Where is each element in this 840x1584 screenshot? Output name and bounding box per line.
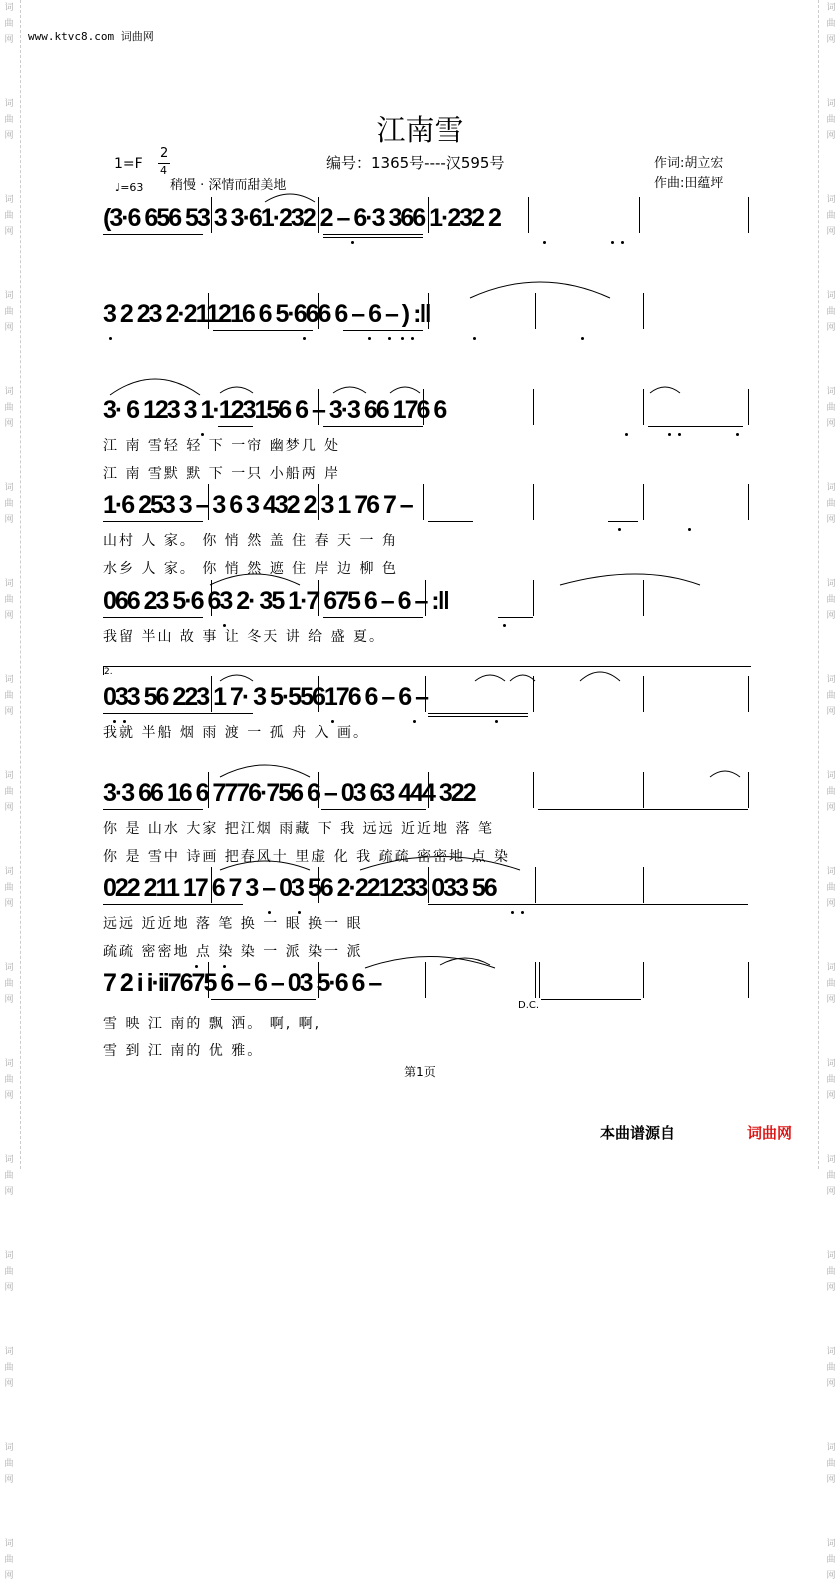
octave-dot: [581, 337, 584, 340]
underline: [498, 617, 533, 618]
notation: 033 56 223 1 7· 3 5·556176 6 – 6 –: [103, 683, 427, 711]
barline: [428, 293, 429, 329]
octave-dot: [109, 337, 112, 340]
expression-marking: 稍慢 · 深情而甜美地: [170, 178, 287, 193]
score-line-2: [103, 299, 753, 339]
score-line-9: [103, 968, 753, 1059]
barline: [211, 676, 212, 712]
barline: [423, 484, 424, 520]
score-line-4: [103, 490, 753, 577]
barline: [208, 772, 209, 808]
song-title: 江南雪: [376, 113, 464, 147]
barline: [533, 676, 534, 712]
barline: [643, 580, 644, 616]
slur: [220, 675, 253, 681]
barline: [643, 293, 644, 329]
lyrics-verse-1: 你 是 山水 大家 把江烟 雨藏 下 我 远远 近近地 落 笔: [103, 821, 494, 837]
underline: [323, 426, 423, 427]
underline: [321, 809, 426, 810]
score-line-6: [103, 682, 753, 741]
right-watermark: 词 曲 网 词 曲 网 词 曲 网 词 曲 网 词 曲 网 词 曲 网 词 曲 网 词 曲 网 词 曲 网 词 曲 网 词 曲 网 词 曲 网 词 曲 网 词 曲 网 词 曲 网 词 曲 网 词 曲 网: [826, 3, 836, 1581]
slur: [475, 675, 505, 681]
site-header: www.ktvc8.com 词曲网: [28, 30, 154, 43]
barline: [643, 867, 644, 903]
key-signature: 1=F: [114, 156, 143, 172]
barline: [318, 484, 319, 520]
underline: [211, 999, 316, 1000]
barline: [425, 676, 426, 712]
barline: [539, 962, 540, 998]
barline: [748, 389, 749, 425]
barline: [748, 772, 749, 808]
barline: [211, 580, 212, 616]
underline: [538, 809, 748, 810]
time-signature-top: 2: [160, 146, 169, 161]
octave-dot: [351, 241, 354, 244]
underline: [323, 237, 423, 238]
underline: [428, 716, 528, 717]
left-watermark: 词 曲 网 词 曲 网 词 曲 网 词 曲 网 词 曲 网 词 曲 网 词 曲 网 词 曲 网 词 曲 网 词 曲 网 词 曲 网 词 曲 网 词 曲 网 词 曲 网 词 曲 网 词 曲 网 词 曲 网: [4, 3, 14, 1581]
score-line-8: [103, 873, 753, 960]
underline: [428, 713, 528, 714]
underline: [103, 617, 203, 618]
barline: [425, 962, 426, 998]
barline: [748, 484, 749, 520]
lyrics-verse-2: 水乡 人 家。 你 悄 然 遮 住 岸 边 柳 色: [103, 561, 398, 577]
octave-dot: [473, 337, 476, 340]
barline: [318, 962, 319, 998]
lyrics-verse-2: 江 南 雪默 默 下 一只 小船两 岸: [103, 466, 341, 482]
octave-dot: [401, 337, 404, 340]
barline: [748, 676, 749, 712]
underline: [608, 521, 638, 522]
barline: [533, 484, 534, 520]
slur: [650, 387, 680, 393]
slur: [710, 771, 740, 777]
octave-dot-high: [223, 965, 226, 968]
notation: 7 2 i i·ii7675 6 – 6 – 03 5·6 6 –: [103, 969, 381, 997]
source-note: 本曲谱源自: [600, 1124, 676, 1142]
octave-dot: [621, 241, 624, 244]
barline: [748, 197, 749, 233]
notation: 022 211 17 6 7 3 – 03 56 2·221233 033 56: [103, 874, 496, 902]
underline: [323, 617, 423, 618]
slur: [265, 194, 315, 202]
right-margin-line: [818, 0, 819, 1169]
underline: [428, 521, 473, 522]
left-margin-line: [20, 0, 21, 1169]
barline: [318, 389, 319, 425]
barline: [639, 197, 640, 233]
barline: [423, 389, 424, 425]
underline: [541, 999, 641, 1000]
lyrics-verse-1: 我留 半山 故 事 让 冬天 讲 给 盛 夏。: [103, 629, 386, 645]
barline: [533, 389, 534, 425]
lyrics-verse-1: 江 南 雪轻 轻 下 一帘 幽梦几 处: [103, 438, 341, 454]
da-capo: D.C.: [518, 1000, 540, 1011]
lyricist: 作词:胡立宏: [654, 156, 724, 171]
barline: [535, 293, 536, 329]
slur: [390, 387, 420, 393]
time-signature-bottom: 4: [160, 164, 167, 177]
score-line-1: [103, 203, 753, 243]
barline: [318, 772, 319, 808]
notation: 3· 6 123 3 1·123156 6 – 3·3 66 176 6: [103, 396, 446, 424]
lyrics-verse-1: 雪 映 江 南的 飘 洒。 啊, 啊,: [103, 1016, 322, 1032]
brand-logo-text[interactable]: 词曲网: [747, 1124, 793, 1142]
score-line-7: [103, 778, 753, 865]
notation: 1·6 253 3 – 3 6 3 432 2 3 1 76 7 –: [103, 491, 412, 519]
underline: [323, 234, 423, 235]
barline: [318, 293, 319, 329]
score-line-3: [103, 395, 753, 482]
barline: [211, 197, 212, 233]
slur: [220, 765, 310, 777]
slur: [333, 387, 366, 393]
barline: [643, 962, 644, 998]
tempo-marking: ♩=63: [115, 181, 144, 194]
notation: 3 2 23 2·211216 6 5·666 6 – 6 – ) :‖: [103, 300, 430, 328]
octave-dot: [368, 337, 371, 340]
underline: [103, 521, 203, 522]
underline: [218, 426, 253, 427]
underline: [103, 904, 243, 905]
slur: [110, 379, 200, 395]
underline: [103, 234, 203, 235]
barline: [208, 962, 209, 998]
volta-bracket: 2.: [103, 666, 751, 675]
slur: [220, 387, 253, 393]
lyrics-verse-2: 雪 到 江 南的 优 雅。: [103, 1043, 264, 1059]
score-number: 编号：1365号----汉595号: [326, 154, 505, 172]
barline: [533, 580, 534, 616]
barline: [643, 389, 644, 425]
octave-dot: [303, 337, 306, 340]
barline: [318, 580, 319, 616]
slur: [510, 675, 535, 681]
barline: [318, 197, 319, 233]
notation: 066 23 5·6 63 2· 35 1·7 675 6 – 6 – :‖: [103, 587, 449, 615]
underline: [648, 426, 743, 427]
underline: [103, 809, 203, 810]
underline: [213, 330, 313, 331]
slur: [470, 282, 610, 298]
octave-dot: [388, 337, 391, 340]
page-number: 第1页: [404, 1065, 436, 1079]
barline: [528, 197, 529, 233]
octave-dot: [543, 241, 546, 244]
barline: [208, 293, 209, 329]
lyrics-verse-2: 疏疏 密密地 点 染 染 一 派 染一 派: [103, 944, 363, 960]
barline: [428, 772, 429, 808]
score-line-5: [103, 586, 753, 645]
barline: [425, 580, 426, 616]
lyrics-verse-1: 山村 人 家。 你 悄 然 盖 住 春 天 一 角: [103, 533, 398, 549]
octave-dot: [611, 241, 614, 244]
barline: [428, 867, 429, 903]
notation: (3·6 656 53 3 3·61·232 2 – 6·3 366 1·232 2: [103, 204, 500, 232]
lyrics-verse-1: 远远 近近地 落 笔 换 一 眼 换一 眼: [103, 916, 363, 932]
underline: [428, 904, 748, 905]
barline: [535, 867, 536, 903]
barline: [748, 962, 749, 998]
barline: [318, 867, 319, 903]
underline: [343, 330, 423, 331]
lyrics-verse-2: 你 是 雪中 诗画 把春风十 里虚 化 我 疏疏 密密地 点 染: [103, 849, 510, 865]
octave-dot: [411, 337, 414, 340]
barline: [318, 676, 319, 712]
barline: [533, 772, 534, 808]
barline: [643, 676, 644, 712]
composer: 作曲:田蕴坪: [654, 176, 724, 191]
barline: [428, 197, 429, 233]
barline: [643, 772, 644, 808]
octave-dot-high: [195, 965, 198, 968]
barline: [643, 484, 644, 520]
barline: [535, 962, 536, 998]
lyrics-verse-1: 我就 半船 烟 雨 渡 一 孤 舟 入 画。: [103, 725, 370, 741]
underline: [103, 713, 253, 714]
barline: [211, 867, 212, 903]
notation: 3·3 66 16 6 7776·756 6 – 03 63 444 322: [103, 779, 475, 807]
barline: [208, 484, 209, 520]
